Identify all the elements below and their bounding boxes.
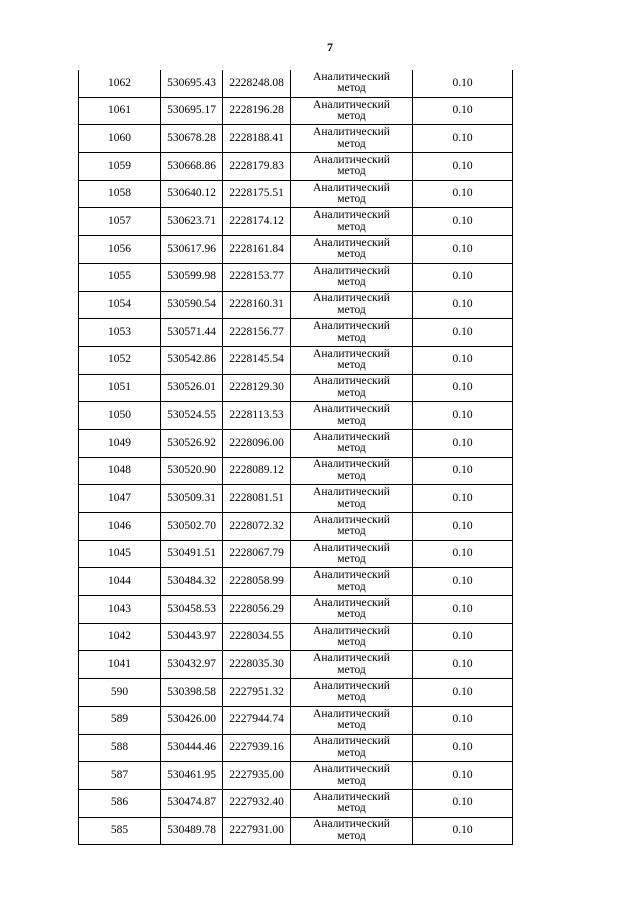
method-text-line: метод bbox=[337, 386, 366, 399]
table-row bbox=[79, 568, 513, 596]
y-coordinate-cell: 2228161.84 bbox=[223, 236, 291, 264]
method-text-line: Аналитический bbox=[313, 541, 390, 554]
y-coordinate-cell: 2228058.99 bbox=[223, 568, 291, 596]
tolerance-cell: 0.10 bbox=[413, 374, 513, 402]
point-number-cell: 1061 bbox=[79, 97, 161, 125]
method-cell bbox=[291, 374, 413, 402]
table-row bbox=[79, 374, 513, 402]
x-coordinate-cell: 530426.00 bbox=[161, 706, 223, 734]
tolerance-cell: 0.10 bbox=[413, 125, 513, 153]
tolerance-cell: 0.10 bbox=[413, 180, 513, 208]
x-coordinate-cell: 530571.44 bbox=[161, 319, 223, 347]
table-row bbox=[79, 540, 513, 568]
tolerance-cell: 0.10 bbox=[413, 596, 513, 624]
method-text-line: метод bbox=[337, 553, 366, 566]
table-row bbox=[79, 208, 513, 236]
point-number-cell: 586 bbox=[79, 789, 161, 817]
x-coordinate-cell: 530617.96 bbox=[161, 236, 223, 264]
y-coordinate-cell: 2228175.51 bbox=[223, 180, 291, 208]
y-coordinate-cell: 2228174.12 bbox=[223, 208, 291, 236]
table-row bbox=[79, 706, 513, 734]
method-cell bbox=[291, 236, 413, 264]
point-number-cell: 1047 bbox=[79, 485, 161, 513]
y-coordinate-cell: 2228248.08 bbox=[223, 70, 291, 97]
table-row bbox=[79, 402, 513, 430]
point-number-cell: 1043 bbox=[79, 596, 161, 624]
method-text-line: Аналитический bbox=[313, 153, 390, 166]
method-text-line: метод bbox=[337, 829, 366, 842]
tolerance-cell: 0.10 bbox=[413, 706, 513, 734]
tolerance-cell: 0.10 bbox=[413, 485, 513, 513]
point-number-cell: 1059 bbox=[79, 153, 161, 181]
table-row bbox=[79, 97, 513, 125]
tolerance-cell: 0.10 bbox=[413, 70, 513, 97]
method-cell bbox=[291, 623, 413, 651]
method-cell bbox=[291, 153, 413, 181]
method-text-line: метод bbox=[337, 608, 366, 621]
table-row bbox=[79, 291, 513, 319]
method-text-line: Аналитический bbox=[313, 430, 390, 443]
y-coordinate-cell: 2228096.00 bbox=[223, 429, 291, 457]
method-text-line: метод bbox=[337, 82, 366, 95]
x-coordinate-cell: 530502.70 bbox=[161, 513, 223, 541]
method-cell bbox=[291, 457, 413, 485]
table-row bbox=[79, 679, 513, 707]
method-text-line: метод bbox=[337, 193, 366, 206]
x-coordinate-cell: 530678.28 bbox=[161, 125, 223, 153]
tolerance-cell: 0.10 bbox=[413, 789, 513, 817]
method-text-line: метод bbox=[337, 359, 366, 372]
tolerance-cell: 0.10 bbox=[413, 319, 513, 347]
tolerance-cell: 0.10 bbox=[413, 346, 513, 374]
method-text-line: Аналитический bbox=[313, 596, 390, 609]
tolerance-cell: 0.10 bbox=[413, 762, 513, 790]
method-cell bbox=[291, 180, 413, 208]
table-row bbox=[79, 651, 513, 679]
method-text-line: Аналитический bbox=[313, 292, 390, 305]
method-text-line: метод bbox=[337, 331, 366, 344]
tolerance-cell: 0.10 bbox=[413, 734, 513, 762]
method-cell bbox=[291, 263, 413, 291]
method-text-line: метод bbox=[337, 220, 366, 233]
y-coordinate-cell: 2228179.83 bbox=[223, 153, 291, 181]
y-coordinate-cell: 2227939.16 bbox=[223, 734, 291, 762]
method-text-line: метод bbox=[337, 137, 366, 150]
y-coordinate-cell: 2227935.00 bbox=[223, 762, 291, 790]
y-coordinate-cell: 2227944.74 bbox=[223, 706, 291, 734]
method-cell bbox=[291, 596, 413, 624]
table-row bbox=[79, 153, 513, 181]
method-text-line: Аналитический bbox=[313, 707, 390, 720]
table-row bbox=[79, 817, 513, 845]
tolerance-cell: 0.10 bbox=[413, 540, 513, 568]
coordinates-table-body bbox=[79, 70, 513, 845]
table-row bbox=[79, 513, 513, 541]
method-text-line: Аналитический bbox=[313, 513, 390, 526]
point-number-cell: 1051 bbox=[79, 374, 161, 402]
x-coordinate-cell: 530623.71 bbox=[161, 208, 223, 236]
method-cell bbox=[291, 429, 413, 457]
method-cell bbox=[291, 817, 413, 845]
method-text-line: метод bbox=[337, 165, 366, 178]
y-coordinate-cell: 2228089.12 bbox=[223, 457, 291, 485]
method-text-line: метод bbox=[337, 525, 366, 538]
method-text-line: метод bbox=[337, 497, 366, 510]
method-text-line: Аналитический bbox=[313, 126, 390, 139]
method-cell bbox=[291, 568, 413, 596]
x-coordinate-cell: 530640.12 bbox=[161, 180, 223, 208]
point-number-cell: 1054 bbox=[79, 291, 161, 319]
point-number-cell: 1057 bbox=[79, 208, 161, 236]
method-text-line: Аналитический bbox=[313, 347, 390, 360]
y-coordinate-cell: 2228129.30 bbox=[223, 374, 291, 402]
point-number-cell: 1060 bbox=[79, 125, 161, 153]
tolerance-cell: 0.10 bbox=[413, 236, 513, 264]
x-coordinate-cell: 530542.86 bbox=[161, 346, 223, 374]
table-row bbox=[79, 734, 513, 762]
method-text-line: Аналитический bbox=[313, 652, 390, 665]
method-text-line: Аналитический bbox=[313, 320, 390, 333]
x-coordinate-cell: 530526.01 bbox=[161, 374, 223, 402]
method-text-line: Аналитический bbox=[313, 264, 390, 277]
method-text-line: метод bbox=[337, 414, 366, 427]
y-coordinate-cell: 2228035.30 bbox=[223, 651, 291, 679]
tolerance-cell: 0.10 bbox=[413, 402, 513, 430]
y-coordinate-cell: 2228113.53 bbox=[223, 402, 291, 430]
table-row bbox=[79, 596, 513, 624]
table-row bbox=[79, 125, 513, 153]
method-text-line: Аналитический bbox=[313, 624, 390, 637]
point-number-cell: 1056 bbox=[79, 236, 161, 264]
x-coordinate-cell: 530668.86 bbox=[161, 153, 223, 181]
method-cell bbox=[291, 540, 413, 568]
point-number-cell: 1062 bbox=[79, 70, 161, 97]
method-text-line: метод bbox=[337, 442, 366, 455]
tolerance-cell: 0.10 bbox=[413, 429, 513, 457]
y-coordinate-cell: 2228188.41 bbox=[223, 125, 291, 153]
point-number-cell: 1049 bbox=[79, 429, 161, 457]
point-number-cell: 1046 bbox=[79, 513, 161, 541]
y-coordinate-cell: 2228056.29 bbox=[223, 596, 291, 624]
method-text-line: Аналитический bbox=[313, 486, 390, 499]
method-cell bbox=[291, 319, 413, 347]
x-coordinate-cell: 530491.51 bbox=[161, 540, 223, 568]
method-text-line: метод bbox=[337, 580, 366, 593]
x-coordinate-cell: 530484.32 bbox=[161, 568, 223, 596]
y-coordinate-cell: 2227951.32 bbox=[223, 679, 291, 707]
method-cell bbox=[291, 679, 413, 707]
method-cell bbox=[291, 402, 413, 430]
method-cell bbox=[291, 513, 413, 541]
x-coordinate-cell: 530444.46 bbox=[161, 734, 223, 762]
tolerance-cell: 0.10 bbox=[413, 208, 513, 236]
point-number-cell: 1058 bbox=[79, 180, 161, 208]
method-text-line: Аналитический bbox=[313, 679, 390, 692]
tolerance-cell: 0.10 bbox=[413, 153, 513, 181]
method-text-line: метод bbox=[337, 663, 366, 676]
method-text-line: Аналитический bbox=[313, 458, 390, 471]
tolerance-cell: 0.10 bbox=[413, 679, 513, 707]
table-row bbox=[79, 236, 513, 264]
method-text-line: Аналитический bbox=[313, 209, 390, 222]
x-coordinate-cell: 530474.87 bbox=[161, 789, 223, 817]
method-text-line: Аналитический bbox=[313, 98, 390, 111]
tolerance-cell: 0.10 bbox=[413, 817, 513, 845]
tolerance-cell: 0.10 bbox=[413, 97, 513, 125]
table-row bbox=[79, 319, 513, 347]
method-text-line: Аналитический bbox=[313, 735, 390, 748]
method-text-line: метод bbox=[337, 303, 366, 316]
method-text-line: метод bbox=[337, 719, 366, 732]
method-cell bbox=[291, 97, 413, 125]
tolerance-cell: 0.10 bbox=[413, 651, 513, 679]
method-text-line: Аналитический bbox=[313, 375, 390, 388]
table-row bbox=[79, 346, 513, 374]
page-number: 7 bbox=[327, 40, 333, 54]
method-text-line: Аналитический bbox=[313, 763, 390, 776]
x-coordinate-cell: 530432.97 bbox=[161, 651, 223, 679]
point-number-cell: 585 bbox=[79, 817, 161, 845]
method-cell bbox=[291, 485, 413, 513]
x-coordinate-cell: 530524.55 bbox=[161, 402, 223, 430]
point-number-cell: 589 bbox=[79, 706, 161, 734]
point-number-cell: 587 bbox=[79, 762, 161, 790]
point-number-cell: 1044 bbox=[79, 568, 161, 596]
point-number-cell: 1052 bbox=[79, 346, 161, 374]
method-cell bbox=[291, 125, 413, 153]
x-coordinate-cell: 530489.78 bbox=[161, 817, 223, 845]
x-coordinate-cell: 530398.58 bbox=[161, 679, 223, 707]
point-number-cell: 588 bbox=[79, 734, 161, 762]
y-coordinate-cell: 2228153.77 bbox=[223, 263, 291, 291]
table-row bbox=[79, 762, 513, 790]
x-coordinate-cell: 530695.17 bbox=[161, 97, 223, 125]
x-coordinate-cell: 530509.31 bbox=[161, 485, 223, 513]
table-row bbox=[79, 429, 513, 457]
tolerance-cell: 0.10 bbox=[413, 263, 513, 291]
method-text-line: Аналитический bbox=[313, 70, 390, 83]
method-text-line: метод bbox=[337, 774, 366, 787]
method-text-line: метод bbox=[337, 469, 366, 482]
point-number-cell: 1050 bbox=[79, 402, 161, 430]
method-cell bbox=[291, 291, 413, 319]
point-number-cell: 1042 bbox=[79, 623, 161, 651]
tolerance-cell: 0.10 bbox=[413, 623, 513, 651]
x-coordinate-cell: 530590.54 bbox=[161, 291, 223, 319]
method-text-line: Аналитический bbox=[313, 236, 390, 249]
x-coordinate-cell: 530461.95 bbox=[161, 762, 223, 790]
method-cell bbox=[291, 346, 413, 374]
method-cell bbox=[291, 651, 413, 679]
table-row bbox=[79, 263, 513, 291]
method-text-line: Аналитический bbox=[313, 403, 390, 416]
method-cell bbox=[291, 789, 413, 817]
x-coordinate-cell: 530458.53 bbox=[161, 596, 223, 624]
tolerance-cell: 0.10 bbox=[413, 513, 513, 541]
tolerance-cell: 0.10 bbox=[413, 568, 513, 596]
method-cell bbox=[291, 706, 413, 734]
method-cell bbox=[291, 70, 413, 97]
point-number-cell: 1045 bbox=[79, 540, 161, 568]
method-text-line: Аналитический bbox=[313, 569, 390, 582]
point-number-cell: 1041 bbox=[79, 651, 161, 679]
table-row bbox=[79, 457, 513, 485]
method-cell bbox=[291, 762, 413, 790]
point-number-cell: 1053 bbox=[79, 319, 161, 347]
method-cell bbox=[291, 734, 413, 762]
tolerance-cell: 0.10 bbox=[413, 457, 513, 485]
y-coordinate-cell: 2227931.00 bbox=[223, 817, 291, 845]
x-coordinate-cell: 530443.97 bbox=[161, 623, 223, 651]
table-row bbox=[79, 180, 513, 208]
method-text-line: метод bbox=[337, 110, 366, 123]
point-number-cell: 1055 bbox=[79, 263, 161, 291]
y-coordinate-cell: 2228145.54 bbox=[223, 346, 291, 374]
method-text-line: метод bbox=[337, 276, 366, 289]
method-text-line: метод bbox=[337, 746, 366, 759]
method-text-line: метод bbox=[337, 802, 366, 815]
x-coordinate-cell: 530599.98 bbox=[161, 263, 223, 291]
x-coordinate-cell: 530520.90 bbox=[161, 457, 223, 485]
x-coordinate-cell: 530695.43 bbox=[161, 70, 223, 97]
table-row bbox=[79, 485, 513, 513]
y-coordinate-cell: 2228072.32 bbox=[223, 513, 291, 541]
y-coordinate-cell: 2228081.51 bbox=[223, 485, 291, 513]
method-text-line: метод bbox=[337, 691, 366, 704]
point-number-cell: 590 bbox=[79, 679, 161, 707]
y-coordinate-cell: 2228067.79 bbox=[223, 540, 291, 568]
method-text-line: метод bbox=[337, 636, 366, 649]
table-row bbox=[79, 789, 513, 817]
method-text-line: Аналитический bbox=[313, 818, 390, 831]
coordinates-table bbox=[78, 70, 513, 845]
point-number-cell: 1048 bbox=[79, 457, 161, 485]
method-text-line: метод bbox=[337, 248, 366, 261]
method-cell bbox=[291, 208, 413, 236]
method-text-line: Аналитический bbox=[313, 181, 390, 194]
y-coordinate-cell: 2228034.55 bbox=[223, 623, 291, 651]
x-coordinate-cell: 530526.92 bbox=[161, 429, 223, 457]
table-row bbox=[79, 623, 513, 651]
y-coordinate-cell: 2228156.77 bbox=[223, 319, 291, 347]
table-row bbox=[79, 70, 513, 97]
y-coordinate-cell: 2228196.28 bbox=[223, 97, 291, 125]
method-text-line: Аналитический bbox=[313, 790, 390, 803]
tolerance-cell: 0.10 bbox=[413, 291, 513, 319]
y-coordinate-cell: 2227932.40 bbox=[223, 789, 291, 817]
y-coordinate-cell: 2228160.31 bbox=[223, 291, 291, 319]
